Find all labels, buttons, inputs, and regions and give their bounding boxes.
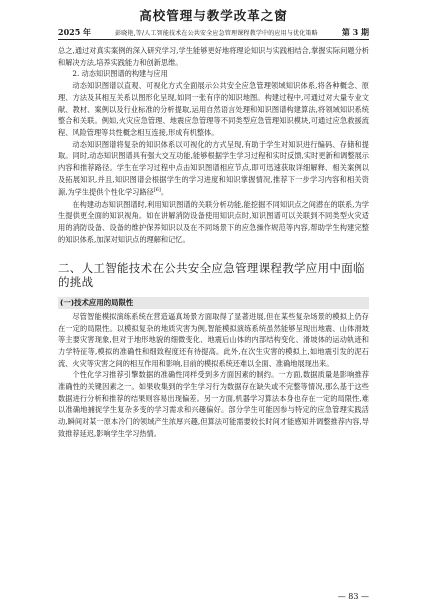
header-meta-line — [58, 27, 369, 38]
citation-marker: [6] — [153, 187, 161, 194]
journal-title: 高校管理与教学改革之窗 — [139, 8, 288, 23]
issue-number: 第 3 期 — [341, 27, 369, 37]
paragraph-end: 。 — [160, 187, 169, 197]
header-divider — [58, 39, 369, 40]
paragraph-case-study-summary: 总之,通过对真实案例的深入研究学习,学生能够更好地将理论知识与实践相结合,掌握实际问题分析和解决方法,培养实践能力和创新思维。 — [58, 46, 369, 67]
paragraph-knowledge-graph-association: 在构建动态知识图谱时,利用知识图谱的关联分析功能,能挖掘不同知识点之间潜在的联系,为学生提供更全面的知识视角。如在讲解消防设备使用知识点时,知识图谱可以关联到不同类型火灾适用的消防设备、设备的维护保养知识以及在不同场景下的应急操作规范等内容,帮助学生构建完整的知识体系,加深对知识点的理解和记忆。 — [58, 199, 369, 244]
paragraph-text: 动态知识图谱将复杂的知识体系以可视化的方式呈现,有助于学生对知识进行编码、存储和提取。同时,动态知识图谱具有强大交互功能,能够根据学生学习过程和实时反馈,实时更新和调整展示内容和推荐路径。学生在学习过程中点击知识图谱相应节点,即可迅速获取详细解释、相关案例以及拓展知识,并且,知识图谱会根据学生的学习进度和知识掌握情况,推荐下一步学习内容和相关资源,为学生提供个性化学习路径 — [58, 139, 369, 197]
issue-year: 2025 年 — [58, 27, 92, 37]
section-title-challenges: 二、人工智能技术在公共安全应急管理课程教学应用中面临的挑战 — [58, 261, 365, 290]
paragraph-simulation-limitations: 尽管智能模拟演练系统在营造逼真场景方面取得了显著进展,但在某些复杂场景的模拟上仍存在一定的局限性。以模拟复杂的地质灾害为例,智能模拟演练系统虽然能够呈现出地震、山体滑坡等主要灾害现象,但对于地形地貌的细微变化、地震后山体的内部结构变化、滑坡体的运动轨迹和力学特征等,模拟的准确性和细致程度还有待提高。此外,在次生灾害的模拟上,如地震引发的泥石流、火灾等灾害之间的相互作用和影响,目前的模拟系统还难以全面、准确地展现出来。 — [58, 311, 369, 368]
subsection-title-technical-limitations: (一)技术应用的局限性 — [58, 297, 369, 309]
paragraph-knowledge-graph-construction: 动态知识图谱以直观、可视化方式全面展示公共安全应急管理领域知识体系,将各种概念、原理、方法及其相互关系以图形化呈现,如同一张有序的知识地图。构建过程中,可通过对大量专业文献、教材、案例以及行业标准的分析提取,运用自然语言处理和知识图谱构建算法,将领域知识系统整合和关联。例如,火灾应急管理、地震应急管理等不同类型应急管理知识模块,可通过应急救援流程、风险管理等共性概念相互连接,形成有机整体。 — [58, 81, 369, 137]
paragraph-recommendation-accuracy: 个性化学习推荐引擎数据的准确性同样受到多方面因素的制约。一方面,数据质量是影响推荐准确性的关键因素之一。如果收集到的学生学习行为数据存在缺失或不完整等情况,那么基于这些数据进行分析和推荐的结果则容易出现偏差。另一方面,机器学习算法本身也存在一定的局限性,难以准确地捕捉学生复杂多变的学习需求和兴趣偏好。部分学生可能因参与特定的应急管理实践活动,瞬间对某一原本冷门的领域产生浓厚兴趣,但算法可能需要较长时间才能感知并调整推荐内容,导致推荐延迟,影响学生学习热情。 — [58, 370, 369, 438]
running-head: 彭晓艳,等/人工智能技术在公共安全应急管理课程教学中的应用与优化策略 — [115, 30, 318, 37]
subheading-dynamic-knowledge-graph: 2. 动态知识图谱的构建与应用 — [72, 69, 168, 79]
paragraph-knowledge-graph-interaction — [58, 139, 369, 199]
article-body — [58, 45, 369, 440]
page-number: — 83 — — [337, 592, 369, 601]
